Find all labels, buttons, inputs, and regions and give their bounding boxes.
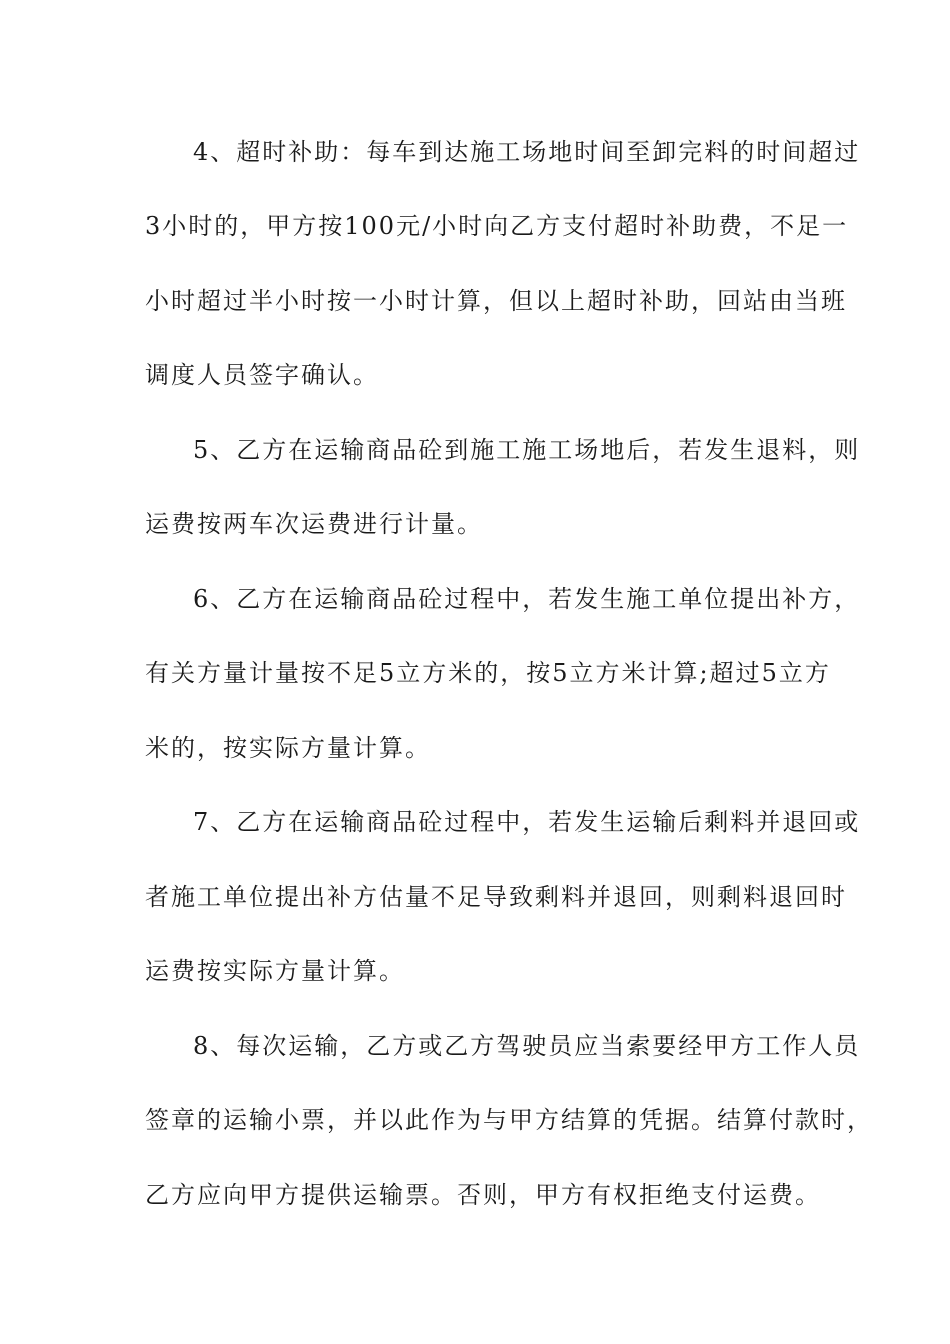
text-line: 小时超过半小时按一小时计算，但以上超时补助，回站由当班 xyxy=(145,287,847,315)
text-line: 7、乙方在运输商品砼过程中，若发生运输后剩料并退回或 xyxy=(193,808,861,836)
text-line: 运费按实际方量计算。 xyxy=(145,957,405,985)
text-line: 调度人员签字确认。 xyxy=(145,361,379,389)
text-line: 乙方应向甲方提供运输票。否则，甲方有权拒绝支付运费。 xyxy=(145,1181,821,1209)
text-line: 米的，按实际方量计算。 xyxy=(145,734,431,762)
text-line: 4、超时补助：每车到达施工场地时间至卸完料的时间超过 xyxy=(193,138,861,166)
text-line: 有关方量计量按不足5立方米的，按5立方米计算;超过5立方 xyxy=(145,659,831,687)
text-line: 6、乙方在运输商品砼过程中，若发生施工单位提出补方， xyxy=(193,585,861,613)
text-line: 者施工单位提出补方估量不足导致剩料并退回，则剩料退回时 xyxy=(145,883,847,911)
text-line: 签章的运输小票，并以此作为与甲方结算的凭据。结算付款时， xyxy=(145,1106,873,1134)
text-line: 8、每次运输，乙方或乙方驾驶员应当索要经甲方工作人员 xyxy=(193,1032,861,1060)
text-line: 3小时的，甲方按100元/小时向乙方支付超时补助费，不足一 xyxy=(145,212,849,240)
text-line: 运费按两车次运费进行计量。 xyxy=(145,510,483,538)
text-line: 5、乙方在运输商品砼到施工施工场地后，若发生退料，则 xyxy=(193,436,861,464)
